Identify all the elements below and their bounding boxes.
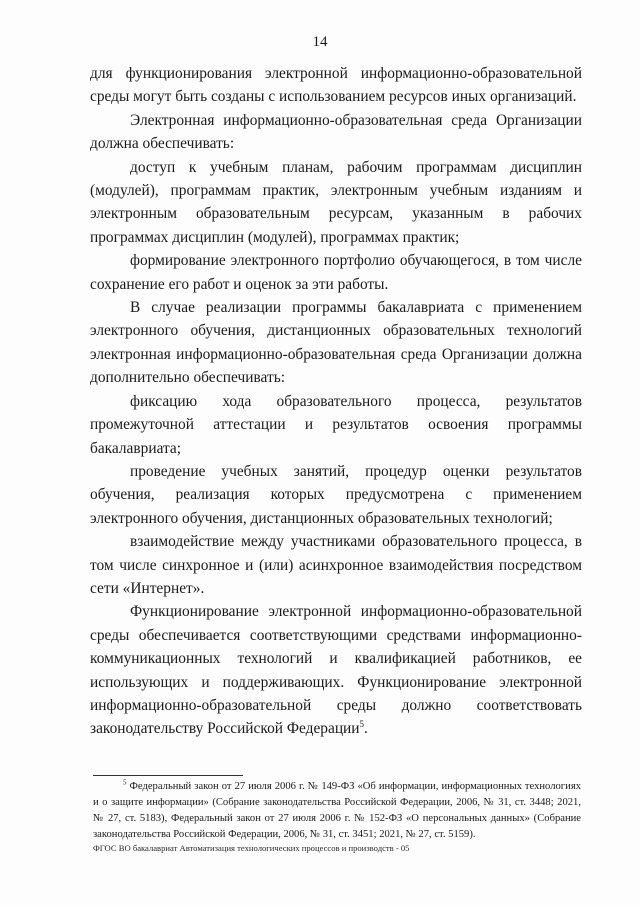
paragraph-eios-requirements: Электронная информационно-образовательная среда Организации должна обеспечивать: xyxy=(90,111,582,153)
body-text xyxy=(90,62,582,741)
footnote-text: Федеральный закон от 27 июля 2006 г. № 149-ФЗ «Об информации, информационных технологиях и о защите информации» (Собрание законодательства Российской Федерации, 2006, № 31, ст. 3448; 2021, № 27, ст. 5183), Федеральный закон от 27 июля 2006 г. № 152-ФЗ «О персональных данных» (Собрание законодательства Российской Федерации, 2006, № 31, ст. 3451; 2021, № 27, ст. 5159). xyxy=(93,781,581,840)
footnote-separator xyxy=(93,775,243,776)
paragraph-functioning-tail: . xyxy=(364,720,368,738)
footnote-marker: 5 xyxy=(123,778,127,787)
paragraph-functioning-text: Функционирование электронной информационно-образовательной среды обеспечивается соответствующими средствами информационно-коммуникационных технологий и квалификацией работников, ее использующих и поддерживающих. Функционирование электронной информационно-образовательной среды должно соответствовать законодательству Российской Федерации xyxy=(90,603,582,738)
paragraph-continuation: для функционирования электронной информационно-образовательной среды могут быть созданы с использованием ресурсов иных организаций. xyxy=(90,65,582,106)
page-footer: ФГОС ВО бакалавриат Автоматизация технологических процессов и производств - 05 xyxy=(93,843,410,853)
footnote xyxy=(93,779,581,843)
paragraph-fixation-item: фиксацию хода образовательного процесса, результатов промежуточной аттестации и результатов освоения программы бакалавриата; xyxy=(90,392,582,457)
paragraph-conducting-item: проведение учебных занятий, процедур оценки результатов обучения, реализация которых предусмотрена с применением электронного обучения, дистанционных образовательных технологий; xyxy=(90,462,582,527)
paragraph-functioning xyxy=(90,600,582,740)
paragraph-access-item: доступ к учебным планам, рабочим программам дисциплин (модулей), программам практик, электронным учебным изданиям и электронным образовательным ресурсам, указанным в рабочих программах дисциплин (модулей), программах практик; xyxy=(90,158,582,246)
paragraph-interaction-item: взаимодействие между участниками образовательного процесса, в том числе синхронное и (или) асинхронное взаимодействия посредством сети «Интернет». xyxy=(90,533,582,597)
paragraph-distance-learning: В случае реализации программы бакалавриата с применением электронного обучения, дистанционных образовательных технологий электронная информационно-образовательная среда Организации должна дополнительно обеспечивать: xyxy=(90,299,582,387)
page-number: 14 xyxy=(312,34,328,50)
footnote-reference: 5 xyxy=(359,719,365,730)
paragraph-portfolio-item: формирование электронного портфолио обучающегося, в том числе сохранение его работ и оценок за эти работы. xyxy=(90,252,582,293)
